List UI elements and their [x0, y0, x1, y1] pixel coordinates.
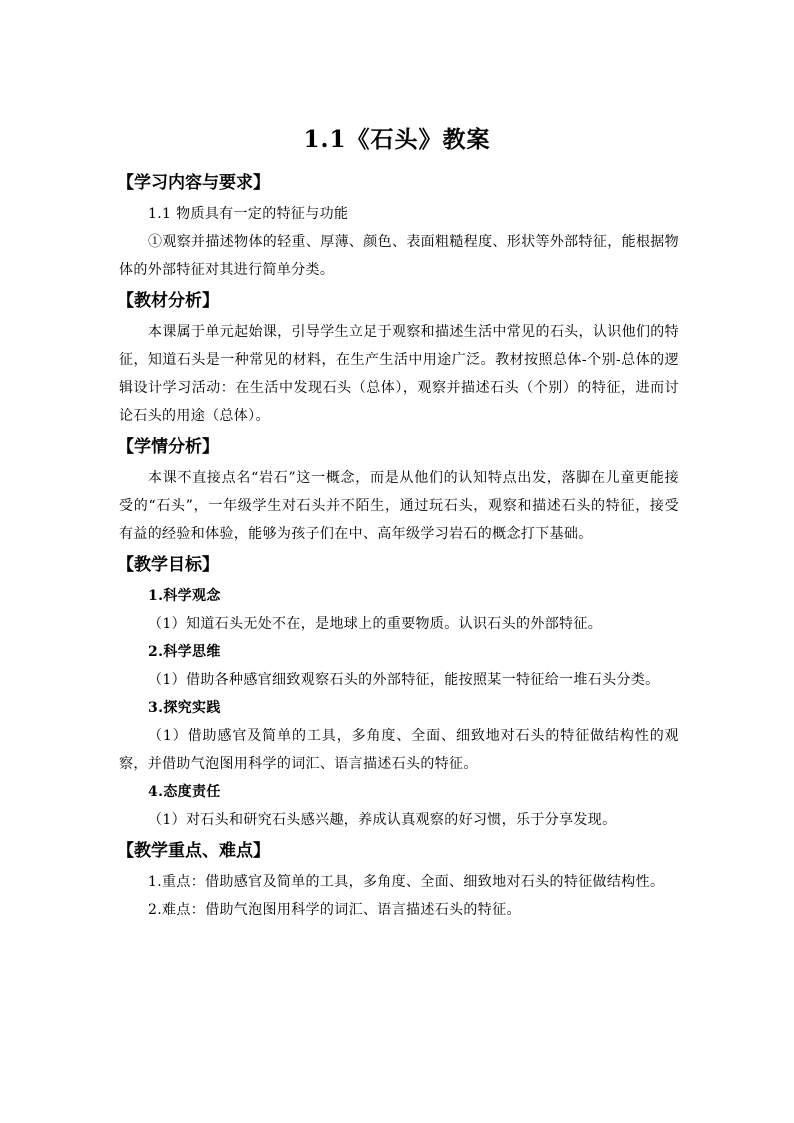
- document-title: 1.1《石头》教案: [303, 126, 491, 153]
- section: [119, 434, 679, 548]
- subheading: 1.科学观念: [148, 588, 221, 604]
- paragraph: （1）借助感官及简单的工具，多角度、全面、细致地对石头的特征做结构性的观察，并借助气泡图用科学的词汇、语言描述石头的特征。: [119, 728, 679, 772]
- section-heading: 【学习内容与要求】: [117, 173, 270, 193]
- paragraph: 1.1 物质具有一定的特征与功能: [148, 206, 349, 222]
- section-heading: 【学情分析】: [117, 437, 219, 457]
- paragraph: （1）对石头和研究石头感兴趣，养成认真观察的好习惯，乐于分享发现。: [148, 812, 617, 828]
- paragraph: ①观察并描述物体的轻重、厚薄、颜色、表面粗糙程度、形状等外部特征，能根据物体的外部特征对其进行简单分类。: [119, 234, 679, 278]
- subheading: 2.科学思维: [148, 644, 221, 660]
- paragraph: 本课属于单元起始课，引导学生立足于观察和描述生活中常见的石头，认识他们的特征，知道石头是一种常见的材料，在生产生活中用途广泛。教材按照总体-个别-总体的逻辑设计学习活动：在生活中发现石头（总体），观察并描述石头（个别）的特征，进而讨论石头的用途（总体）。: [119, 324, 679, 424]
- section: [119, 170, 679, 284]
- subheading: 3.探究实践: [148, 700, 221, 716]
- section-heading: 【教学重点、难点】: [117, 841, 270, 861]
- subheading: 4.态度责任: [148, 784, 221, 800]
- section: [119, 552, 679, 834]
- section-heading: 【教材分析】: [117, 291, 219, 311]
- paragraph: （1）知道石头无处不在，是地球上的重要物质。认识石头的外部特征。: [148, 616, 603, 632]
- section: [119, 838, 679, 924]
- paragraph: 1.重点：借助感官及简单的工具，多角度、全面、细致地对石头的特征做结构性。: [148, 874, 665, 890]
- section-heading: 【教学目标】: [117, 555, 219, 575]
- document-body: [119, 170, 679, 928]
- section: [119, 288, 679, 430]
- paragraph: （1）借助各种感官细致观察石头的外部特征，能按照某一特征给一堆石头分类。: [148, 672, 660, 688]
- paragraph: 2.难点：借助气泡图用科学的词汇、语言描述石头的特征。: [148, 902, 521, 918]
- paragraph: 本课不直接点名“岩石”这一概念，而是从他们的认知特点出发，落脚在儿童更能接受的“石头”，一年级学生对石头并不陌生，通过玩石头，观察和描述石头的特征，接受有益的经验和体验，能够为孩子们在中、高年级学习岩石的概念打下基础。: [119, 470, 679, 542]
